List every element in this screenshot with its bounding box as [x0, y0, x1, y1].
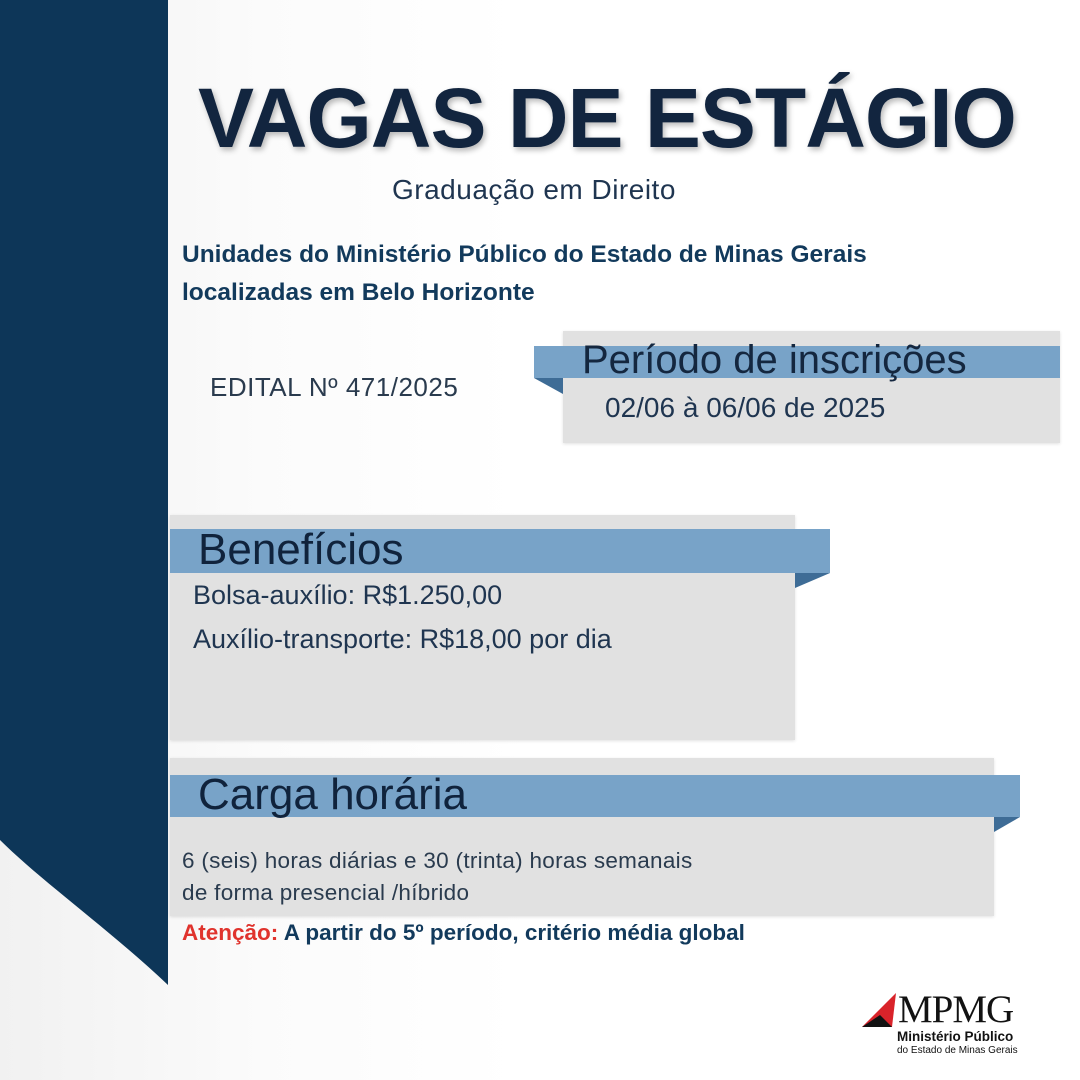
edital-number: EDITAL Nº 471/2025	[210, 372, 459, 402]
beneficio-transporte: Auxílio-transporte: R$18,00 por dia	[193, 624, 612, 654]
beneficios-ribbon-fold	[795, 573, 830, 588]
logo-line-1: Ministério Público	[897, 1029, 1014, 1044]
atencao-note	[182, 920, 745, 946]
mpmg-logo	[862, 988, 1042, 1063]
carga-title: Carga horária	[198, 770, 468, 819]
page-title: VAGAS DE ESTÁGIO	[198, 71, 1016, 165]
carga-line-1: 6 (seis) horas diárias e 30 (trinta) horas semanais	[182, 848, 693, 873]
logo-name: MPMG	[898, 988, 1014, 1031]
atencao-label: Atenção:	[182, 920, 279, 945]
page-subtitle: Graduação em Direito	[392, 174, 676, 205]
atencao-text: A partir do 5º período, critério média global	[283, 920, 745, 945]
carga-line-2: de forma presencial /híbrido	[182, 880, 470, 905]
units-description	[182, 236, 1062, 312]
mpmg-triangle-icon	[862, 993, 902, 1027]
carga-ribbon-fold	[994, 817, 1020, 832]
units-line-1: Unidades do Ministério Público do Estado de Minas Gerais	[182, 241, 867, 268]
logo-line-2: do Estado de Minas Gerais	[897, 1045, 1018, 1056]
beneficios-title: Benefícios	[198, 525, 404, 574]
beneficio-bolsa: Bolsa-auxílio: R$1.250,00	[193, 580, 503, 610]
periodo-title: Período de inscrições	[582, 338, 967, 382]
periodo-ribbon-fold	[534, 378, 563, 394]
units-line-2: localizadas em Belo Horizonte	[182, 279, 535, 306]
left-navy-band	[0, 0, 172, 1080]
periodo-dates: 02/06 à 06/06 de 2025	[605, 392, 886, 423]
